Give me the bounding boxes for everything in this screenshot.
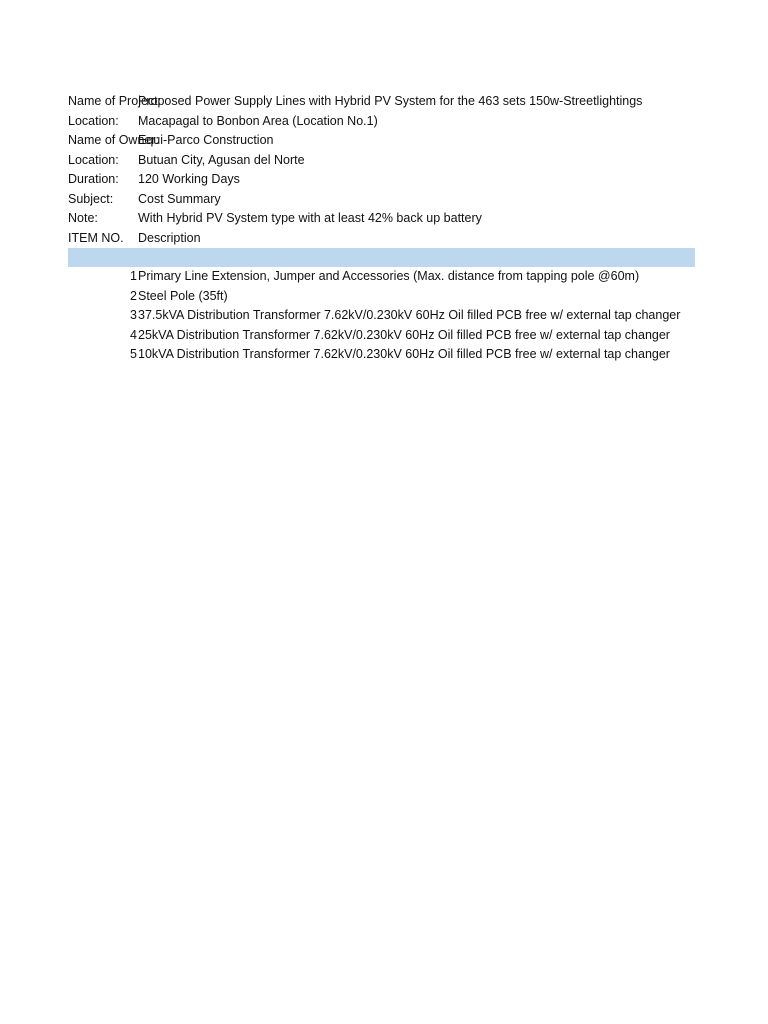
table-row <box>68 306 695 326</box>
header-value: With Hybrid PV System type with at least 42% back up battery <box>138 211 482 225</box>
header-value: Macapagal to Bonbon Area (Location No.1) <box>138 113 378 128</box>
item-number: 5 <box>130 347 137 361</box>
header-label: Location: <box>68 113 119 128</box>
item-description: Steel Pole (35ft) <box>138 288 228 303</box>
table-row <box>68 287 695 307</box>
item-description: 37.5kVA Distribution Transformer 7.62kV/0.230kV 60Hz Oil filled PCB free w/ external tap changer <box>138 308 681 322</box>
header-row-subject <box>68 190 695 210</box>
table-row <box>68 267 695 287</box>
column-header-description: Description <box>138 230 201 245</box>
item-number: 1 <box>130 269 137 283</box>
header-value: Proposed Power Supply Lines with Hybrid PV System for the 463 sets 150w-Streetlightings <box>138 94 643 108</box>
item-number: 3 <box>130 308 137 322</box>
item-description: Primary Line Extension, Jumper and Accessories (Max. distance from tapping pole @60m) <box>138 269 640 283</box>
item-number: 2 <box>130 288 137 303</box>
header-label: Name of Owner: <box>68 133 160 147</box>
highlight-band <box>68 248 695 267</box>
table-row <box>68 326 695 346</box>
header-label: Duration: <box>68 172 119 186</box>
table-row <box>68 345 695 365</box>
item-description: 25kVA Distribution Transformer 7.62kV/0.230kV 60Hz Oil filled PCB free w/ external tap changer <box>138 327 670 342</box>
header-row-owner <box>68 131 695 151</box>
header-label: Note: <box>68 211 98 225</box>
header-label: Location: <box>68 152 119 167</box>
column-header-row <box>68 229 695 249</box>
spreadsheet-sheet <box>68 92 695 365</box>
header-row-note <box>68 209 695 229</box>
header-value: 120 Working Days <box>138 172 240 186</box>
header-row-project-name <box>68 92 695 112</box>
header-row-duration <box>68 170 695 190</box>
header-value: Equi-Parco Construction <box>138 133 274 147</box>
column-header-item-no: ITEM NO. <box>68 230 124 245</box>
header-row-location <box>68 112 695 132</box>
header-value: Butuan City, Agusan del Norte <box>138 152 305 167</box>
header-label: Name of Project: <box>68 94 162 108</box>
header-value: Cost Summary <box>138 191 221 206</box>
header-row-location-city <box>68 151 695 171</box>
item-description: 10kVA Distribution Transformer 7.62kV/0.230kV 60Hz Oil filled PCB free w/ external tap changer <box>138 347 670 361</box>
header-label: Subject: <box>68 191 114 206</box>
item-number: 4 <box>130 327 137 342</box>
